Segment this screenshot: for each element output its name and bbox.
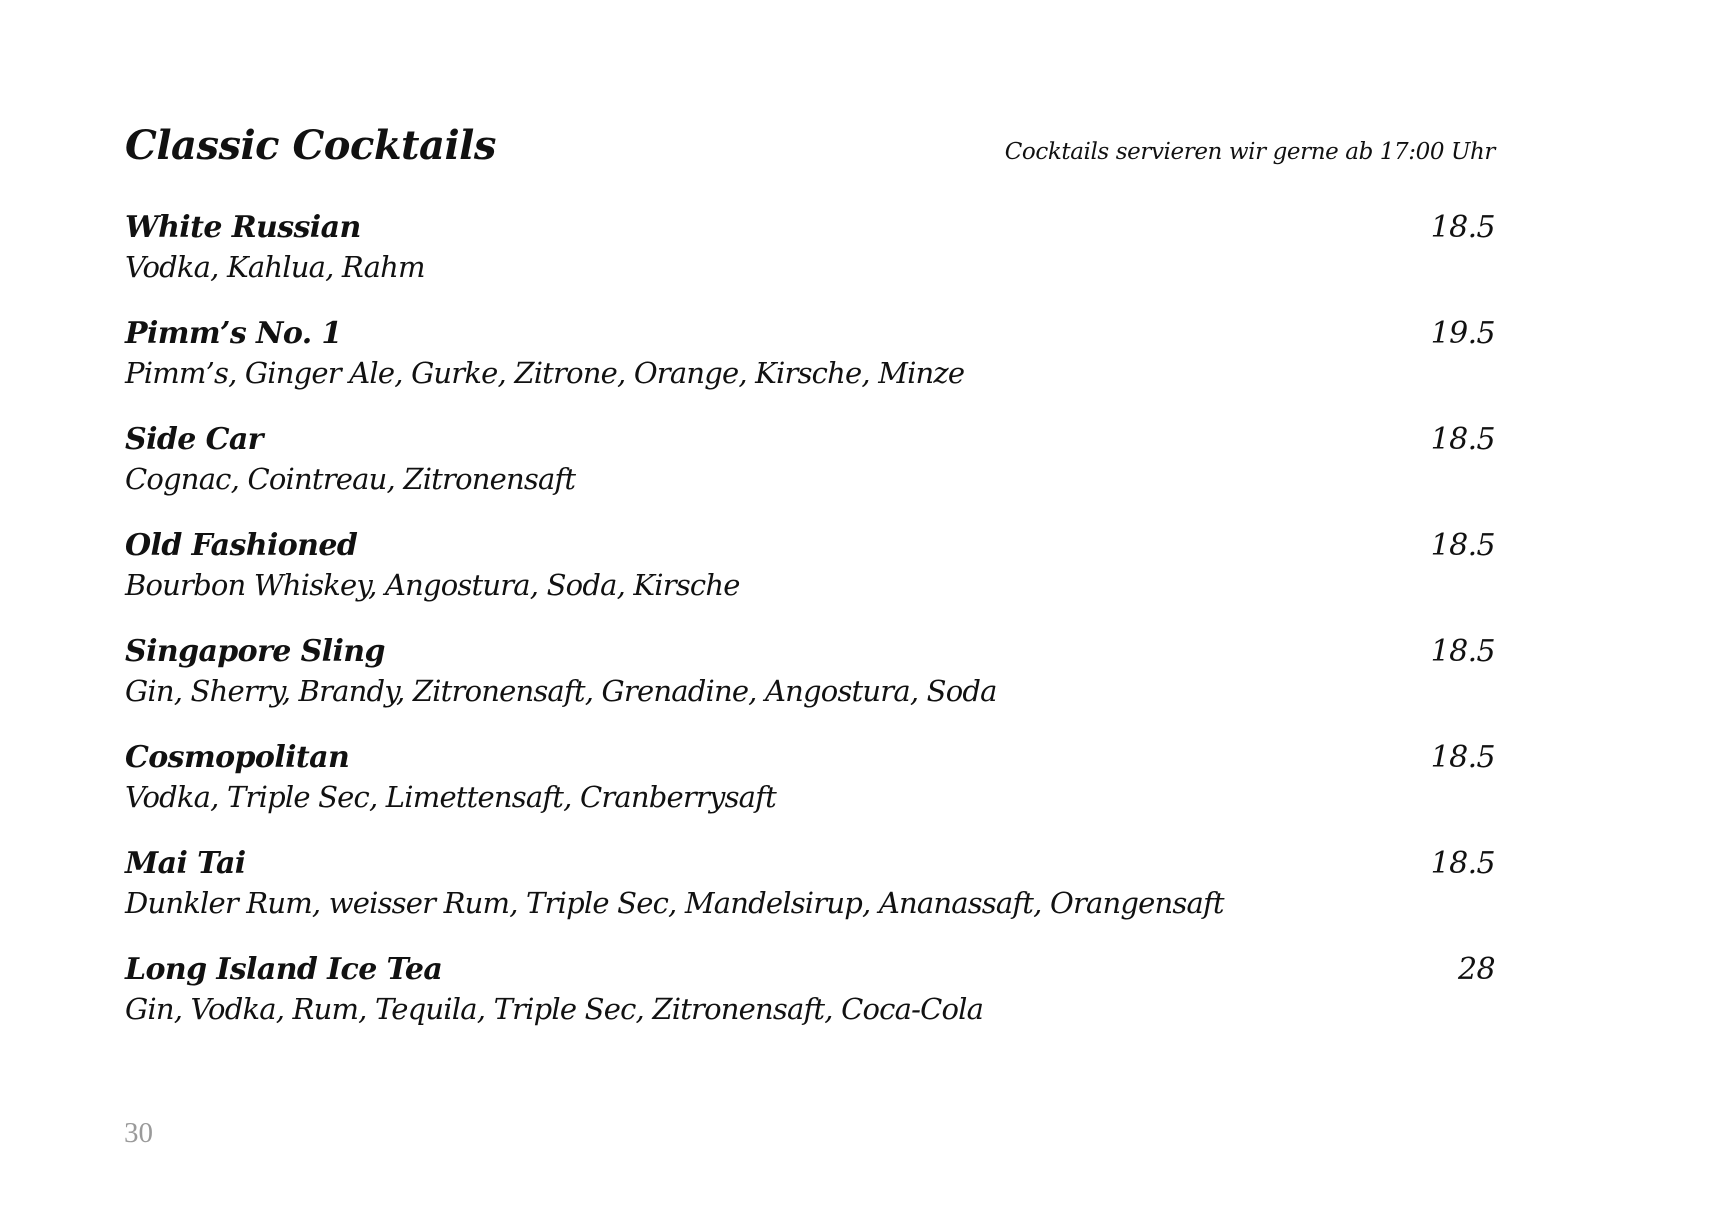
item-name: Long Island Ice Tea [125, 952, 443, 987]
menu-item [125, 314, 1495, 420]
menu-item-header [125, 208, 1495, 248]
item-price: 18.5 [1430, 422, 1495, 457]
item-name: Pimm’s No. 1 [125, 316, 342, 351]
item-description: Pimm’s, Ginger Ale, Gurke, Zitrone, Orange, Kirsche, Minze [125, 356, 965, 390]
item-price: 18.5 [1430, 528, 1495, 563]
item-description: Gin, Sherry, Brandy, Zitronensaft, Grenadine, Angostura, Soda [125, 674, 997, 708]
item-price: 18.5 [1430, 210, 1495, 245]
item-name: Singapore Sling [125, 634, 385, 669]
item-description: Vodka, Kahlua, Rahm [125, 250, 425, 284]
page-number: 30 [124, 1117, 153, 1149]
menu-item-header [125, 526, 1495, 566]
item-description: Vodka, Triple Sec, Limettensaft, Cranberrysaft [125, 780, 776, 814]
page-title: Classic Cocktails [125, 122, 496, 169]
item-name: White Russian [125, 210, 361, 245]
menu-item [125, 526, 1495, 632]
menu-item-header [125, 314, 1495, 354]
item-name: Cosmopolitan [125, 740, 350, 775]
item-price: 18.5 [1430, 740, 1495, 775]
menu-item [125, 844, 1495, 950]
menu-item [125, 738, 1495, 844]
menu-page [125, 118, 1495, 1056]
menu-item-header [125, 950, 1495, 990]
item-price: 28 [1458, 952, 1495, 987]
item-name: Side Car [125, 422, 263, 457]
menu-item [125, 950, 1495, 1056]
menu-item-header [125, 738, 1495, 778]
item-price: 18.5 [1430, 846, 1495, 881]
menu-item [125, 420, 1495, 526]
menu-item-header [125, 844, 1495, 884]
menu-item-header [125, 420, 1495, 460]
menu-item [125, 632, 1495, 738]
menu-item-header [125, 632, 1495, 672]
serving-time-note: Cocktails servieren wir gerne ab 17:00 Uhr [1004, 139, 1495, 165]
item-description: Gin, Vodka, Rum, Tequila, Triple Sec, Zitronensaft, Coca-Cola [125, 992, 984, 1026]
item-description: Bourbon Whiskey, Angostura, Soda, Kirsche [125, 568, 740, 602]
menu-header [125, 118, 1495, 174]
item-description: Cognac, Cointreau, Zitronensaft [125, 462, 576, 496]
item-name: Old Fashioned [125, 528, 358, 563]
menu-item [125, 208, 1495, 314]
item-price: 18.5 [1430, 634, 1495, 669]
item-name: Mai Tai [125, 846, 246, 881]
item-price: 19.5 [1430, 316, 1495, 351]
cocktail-list [125, 208, 1495, 1056]
item-description: Dunkler Rum, weisser Rum, Triple Sec, Mandelsirup, Ananassaft, Orangensaft [125, 886, 1224, 920]
